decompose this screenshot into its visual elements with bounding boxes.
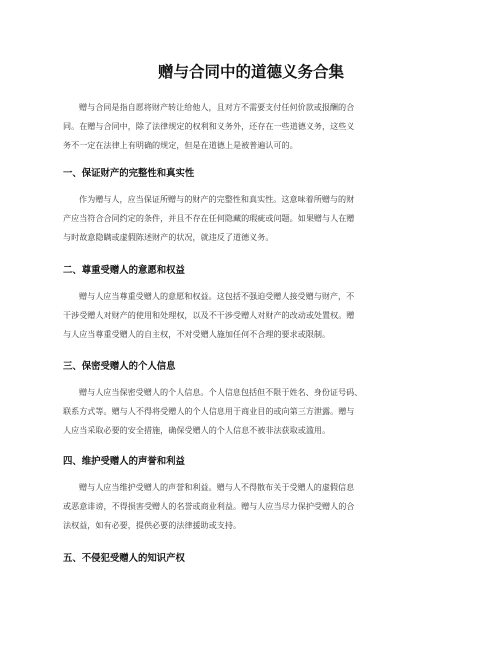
intro-line: 同。在赠与合同中，除了法律规定的权利和义务外，还存在一些道德义务，这些义 bbox=[63, 121, 355, 131]
paragraph-line: 产应当符合合同约定的条件，并且不存在任何隐藏的瑕疵或问题。如果赠与人在赠 bbox=[63, 213, 355, 223]
section-paragraph-3 bbox=[63, 383, 438, 440]
paragraph-line: 赠与人应当尊重受赠人的意愿和权益。这包括不强迫受赠人接受赠与财产，不 bbox=[79, 291, 355, 301]
intro-line: 赠与合同是指自愿将财产转让给他人，且对方不需要支付任何价款或报酬的合 bbox=[79, 102, 355, 112]
document-title: 赠与合同中的道德义务合集 bbox=[157, 63, 344, 81]
section-heading-3: 三、保密受赠人的个人信息 bbox=[63, 361, 176, 372]
paragraph-line: 与人应当尊重受赠人的自主权，不对受赠人施加任何不合理的要求或限制。 bbox=[63, 329, 331, 339]
paragraph-line: 干涉受赠人对财产的使用和处理权，以及不干涉受赠人对财产的改动或处置权。赠 bbox=[63, 310, 355, 320]
paragraph-line: 赠与人应当维护受赠人的声誉和利益。赠与人不得散布关于受赠人的虚假信息 bbox=[79, 482, 355, 492]
section-heading-1: 一、保证财产的完整性和真实性 bbox=[63, 168, 195, 179]
section-heading-4: 四、维护受赠人的声誉和利益 bbox=[63, 456, 185, 467]
paragraph-line: 作为赠与人，应当保证所赠与的财产的完整性和真实性。这意味着所赠与的财 bbox=[79, 194, 355, 204]
paragraph-line: 赠与人应当保密受赠人的个人信息。个人信息包括但不限于姓名、身份证号码、 bbox=[79, 387, 363, 397]
section-heading-2: 二、尊重受赠人的意愿和权益 bbox=[63, 265, 185, 276]
paragraph-line: 人应当采取必要的安全措施，确保受赠人的个人信息不被非法获取或滥用。 bbox=[63, 425, 331, 435]
paragraph-line: 或恶意诽谤，不得损害受赠人的名誉或商业利益。赠与人应当尽力保护受赠人的合 bbox=[63, 501, 355, 511]
paragraph-line: 法权益，如有必要，提供必要的法律援助或支持。 bbox=[63, 520, 242, 530]
section-heading-5: 五、不侵犯受赠人的知识产权 bbox=[63, 553, 185, 564]
section-paragraph-2 bbox=[63, 287, 438, 344]
intro-line: 务不一定在法律上有明确的规定，但是在道德上是被普遍认可的。 bbox=[63, 140, 298, 150]
paragraph-line: 联系方式等。赠与人不得将受赠人的个人信息用于商业目的或向第三方泄露。赠与 bbox=[63, 406, 355, 416]
paragraph-line: 与时故意隐瞒或虚假陈述财产的状况，就违反了道德义务。 bbox=[63, 232, 274, 242]
section-paragraph-4 bbox=[63, 478, 438, 535]
intro-paragraph bbox=[63, 98, 438, 155]
section-paragraph-1 bbox=[63, 190, 438, 247]
